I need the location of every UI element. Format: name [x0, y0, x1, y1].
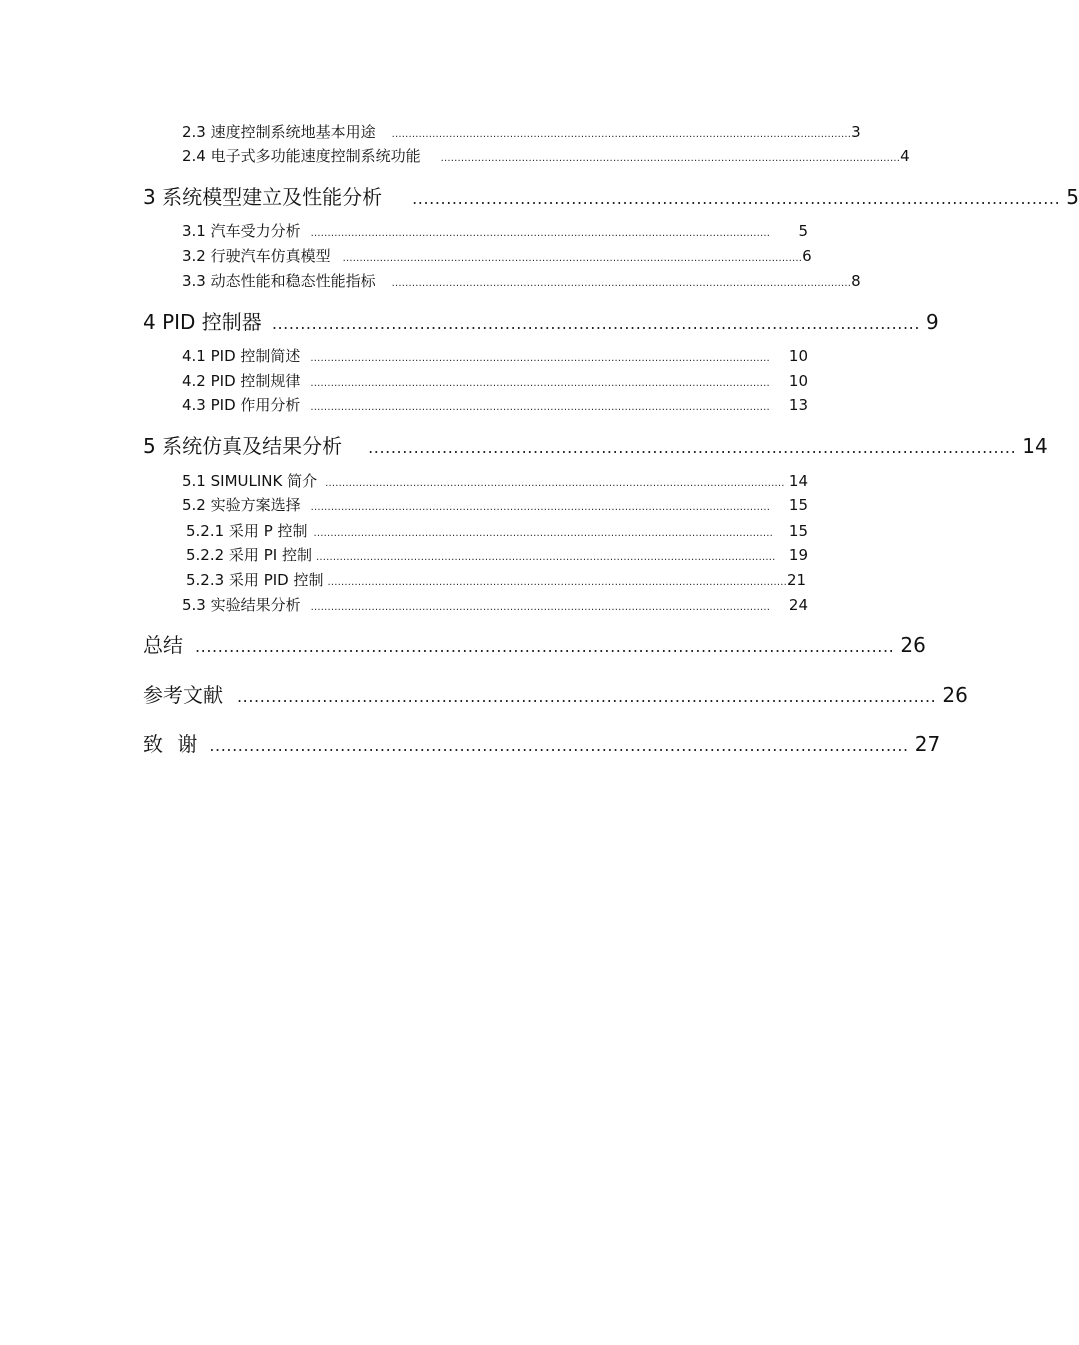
toc-entry-5-2-2[interactable] — [186, 544, 808, 565]
toc-entry-5-3[interactable] — [182, 594, 808, 615]
toc-entry-3-2[interactable] — [182, 245, 812, 266]
toc-page-number: 3 — [851, 123, 861, 141]
toc-entry-3-1[interactable] — [182, 220, 808, 241]
toc-leader: ........................................................................................................................... — [209, 736, 909, 755]
toc-page-number: 14 — [788, 472, 808, 490]
toc-label: 4.2 PID 控制规律 — [182, 372, 301, 390]
toc-entry-5-2-3[interactable] — [186, 569, 806, 590]
toc-page-number: 10 — [788, 372, 808, 390]
toc-label: 5.2.3 采用 PID 控制 — [186, 571, 324, 589]
toc-leader: ........................................................................................................................................ — [310, 402, 770, 413]
toc-leader: ........................................................................................................................................ — [342, 253, 803, 264]
toc-page-number: 5 — [1066, 185, 1079, 209]
toc-leader: .................................................................................................................. — [412, 189, 1061, 208]
toc-entry-5-2[interactable] — [182, 494, 808, 515]
toc-leader: ........................................................................................................................... — [195, 637, 895, 656]
toc-label: 5.2.1 采用 P 控制 — [186, 522, 308, 540]
toc-page-number: 24 — [788, 596, 808, 614]
toc-leader: ........................................................................................................................................ — [310, 378, 770, 389]
toc-chapter-4[interactable] — [143, 306, 939, 335]
toc-entry-3-3[interactable] — [182, 270, 861, 291]
toc-page-number: 15 — [788, 496, 808, 514]
toc-entry-4-2[interactable] — [182, 370, 808, 391]
toc-page-number: 19 — [788, 546, 808, 564]
toc-leader: ........................................................................................................................................ — [440, 153, 901, 164]
toc-page-number: 14 — [1022, 434, 1048, 458]
toc-leader: ........................................................................................................................................ — [391, 129, 852, 140]
toc-label: 5.1 SIMULINK 简介 — [182, 472, 318, 490]
toc-label: 5 系统仿真及结果分析 — [143, 434, 343, 458]
toc-label: 3 系统模型建立及性能分析 — [143, 185, 383, 209]
toc-acknowledgements[interactable] — [143, 728, 941, 757]
toc-leader: ........................................................................................................................................ — [310, 353, 770, 364]
toc-label: 4.1 PID 控制简述 — [182, 347, 301, 365]
toc-leader: ........................................................................................................................... — [237, 687, 937, 706]
toc-label: 2.4 电子式多功能速度控制系统功能 — [182, 147, 421, 165]
toc-label: 5.2.2 采用 PI 控制 — [186, 546, 312, 564]
toc-leader: ........................................................................................................................................ — [315, 552, 776, 563]
toc-chapter-3[interactable] — [143, 181, 1079, 210]
toc-page-number: 27 — [914, 732, 941, 756]
toc-label: 致 谢 — [143, 732, 202, 756]
toc-label: 4.3 PID 作用分析 — [182, 396, 301, 414]
toc-page-number: 21 — [787, 571, 807, 589]
toc-label: 2.3 速度控制系统地基本用途 — [182, 123, 376, 141]
toc-chapter-5[interactable] — [143, 430, 1048, 459]
toc-label: 3.2 行驶汽车仿真模型 — [182, 247, 331, 265]
toc-label: 4 PID 控制器 — [143, 310, 262, 334]
toc-page-number: 26 — [942, 683, 968, 707]
toc-entry-4-1[interactable] — [182, 345, 808, 366]
toc-label: 3.3 动态性能和稳态性能指标 — [182, 272, 376, 290]
toc-leader: ........................................................................................................................................ — [310, 602, 771, 613]
toc-entry-5-1[interactable] — [182, 470, 808, 491]
toc-label: 5.2 实验方案选择 — [182, 496, 301, 514]
toc-page-number: 4 — [900, 147, 910, 165]
toc-references[interactable] — [143, 679, 968, 708]
toc-leader: ........................................................................................................................................ — [310, 228, 771, 239]
toc-page-number: 26 — [900, 633, 926, 657]
toc-label: 总结 — [143, 633, 183, 657]
toc-page-number: 9 — [926, 310, 939, 334]
toc-label: 3.1 汽车受力分析 — [182, 222, 301, 240]
toc-entry-2-3[interactable] — [182, 121, 861, 142]
toc-leader: ........................................................................................................................................ — [313, 528, 774, 539]
toc-page-number: 8 — [851, 272, 861, 290]
toc-page-number: 13 — [788, 396, 808, 414]
toc-leader: .................................................................................................................. — [368, 438, 1017, 457]
toc-entry-4-3[interactable] — [182, 394, 808, 415]
toc-leader: ........................................................................................................................................ — [310, 502, 771, 513]
toc-entry-5-2-1[interactable] — [186, 520, 808, 541]
toc-leader: .................................................................................................................. — [271, 314, 921, 333]
toc-leader: ........................................................................................................................................ — [327, 577, 788, 588]
toc-label: 参考文献 — [143, 683, 223, 707]
toc-label: 5.3 实验结果分析 — [182, 596, 301, 614]
toc-page-number: 10 — [788, 347, 808, 365]
toc-entry-2-4[interactable] — [182, 145, 910, 166]
toc-summary[interactable] — [143, 629, 926, 658]
toc-page-number: 5 — [798, 222, 808, 240]
toc-page-number: 15 — [788, 522, 808, 540]
toc-leader: ........................................................................................................................................ — [391, 278, 852, 289]
toc-page-number: 6 — [802, 247, 812, 265]
toc-leader: ........................................................................................................................................ — [325, 478, 785, 489]
